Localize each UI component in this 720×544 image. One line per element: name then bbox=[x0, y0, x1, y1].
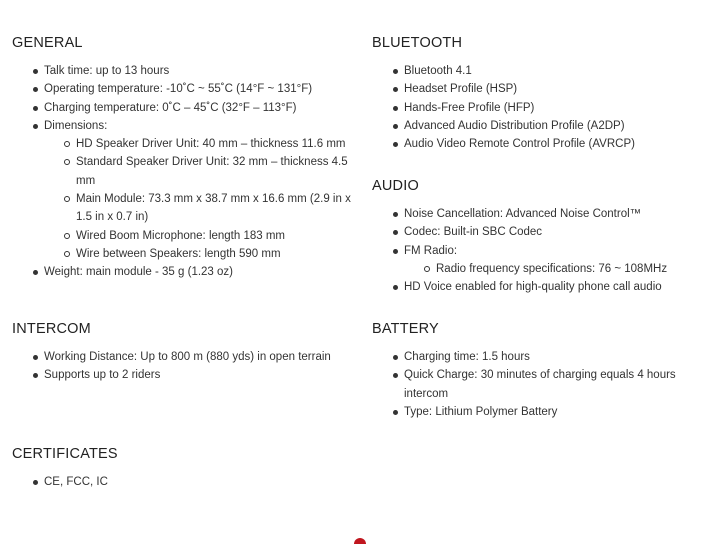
list-item: Codec: Built-in SBC Codec bbox=[404, 223, 720, 241]
section-title-bluetooth: BLUETOOTH bbox=[372, 35, 463, 51]
general-list bbox=[12, 62, 360, 282]
intercom-list bbox=[12, 348, 360, 385]
section-battery bbox=[372, 320, 720, 421]
audio-list bbox=[372, 205, 720, 296]
section-intercom bbox=[12, 320, 360, 385]
list-item: Type: Lithium Polymer Battery bbox=[404, 403, 720, 421]
list-item: Charging temperature: 0˚C – 45˚C (32°F – 113°F) bbox=[44, 99, 360, 117]
list-item: Bluetooth 4.1 bbox=[404, 62, 720, 80]
list-item: Talk time: up to 13 hours bbox=[44, 62, 360, 80]
sub-list-item: Radio frequency specifications: 76 ~ 108MHz bbox=[436, 260, 720, 278]
list-item: Supports up to 2 riders bbox=[44, 366, 360, 384]
dimensions-label: Dimensions: bbox=[44, 119, 108, 132]
list-item: Charging time: 1.5 hours bbox=[404, 348, 720, 366]
section-general bbox=[12, 34, 360, 282]
sub-list-item: Standard Speaker Driver Unit: 32 mm – thickness 4.5 mm bbox=[76, 153, 360, 190]
sub-list-item: Main Module: 73.3 mm x 38.7 mm x 16.6 mm (2.9 in x 1.5 in x 0.7 in) bbox=[76, 190, 360, 227]
sub-list-item: HD Speaker Driver Unit: 40 mm – thickness 11.6 mm bbox=[76, 135, 360, 153]
list-item: HD Voice enabled for high-quality phone call audio bbox=[404, 278, 720, 296]
carousel-dot-indicator[interactable] bbox=[354, 538, 366, 544]
section-title-intercom: INTERCOM bbox=[12, 321, 91, 337]
list-item: Operating temperature: -10˚C ~ 55˚C (14°F ~ 131°F) bbox=[44, 80, 360, 98]
list-item: Noise Cancellation: Advanced Noise Control™ bbox=[404, 205, 720, 223]
list-item: CE, FCC, IC bbox=[44, 473, 360, 491]
section-bluetooth bbox=[372, 34, 720, 153]
certificates-list bbox=[12, 473, 360, 491]
list-item: Hands-Free Profile (HFP) bbox=[404, 99, 720, 117]
list-item: Working Distance: Up to 800 m (880 yds) in open terrain bbox=[44, 348, 360, 366]
list-item: Quick Charge: 30 minutes of charging equals 4 hours intercom bbox=[404, 366, 720, 403]
fm-radio-list bbox=[404, 260, 720, 278]
list-item: Headset Profile (HSP) bbox=[404, 80, 720, 98]
section-title-battery: BATTERY bbox=[372, 321, 439, 337]
fm-radio-label: FM Radio: bbox=[404, 244, 458, 257]
battery-list bbox=[372, 348, 720, 421]
list-item: Advanced Audio Distribution Profile (A2DP) bbox=[404, 117, 720, 135]
list-item: Weight: main module - 35 g (1.23 oz) bbox=[44, 263, 360, 281]
section-certificates bbox=[12, 445, 360, 491]
section-title-audio: AUDIO bbox=[372, 178, 419, 194]
section-audio bbox=[372, 177, 720, 296]
bluetooth-list bbox=[372, 62, 720, 153]
sub-list-item: Wire between Speakers: length 590 mm bbox=[76, 245, 360, 263]
dimensions-list bbox=[44, 135, 360, 263]
sub-list-item: Wired Boom Microphone: length 183 mm bbox=[76, 227, 360, 245]
section-title-certificates: CERTIFICATES bbox=[12, 446, 118, 462]
list-item-dimensions bbox=[44, 117, 360, 263]
list-item: Audio Video Remote Control Profile (AVRCP) bbox=[404, 135, 720, 153]
section-title-general: GENERAL bbox=[12, 35, 83, 51]
list-item-fm-radio bbox=[404, 242, 720, 279]
